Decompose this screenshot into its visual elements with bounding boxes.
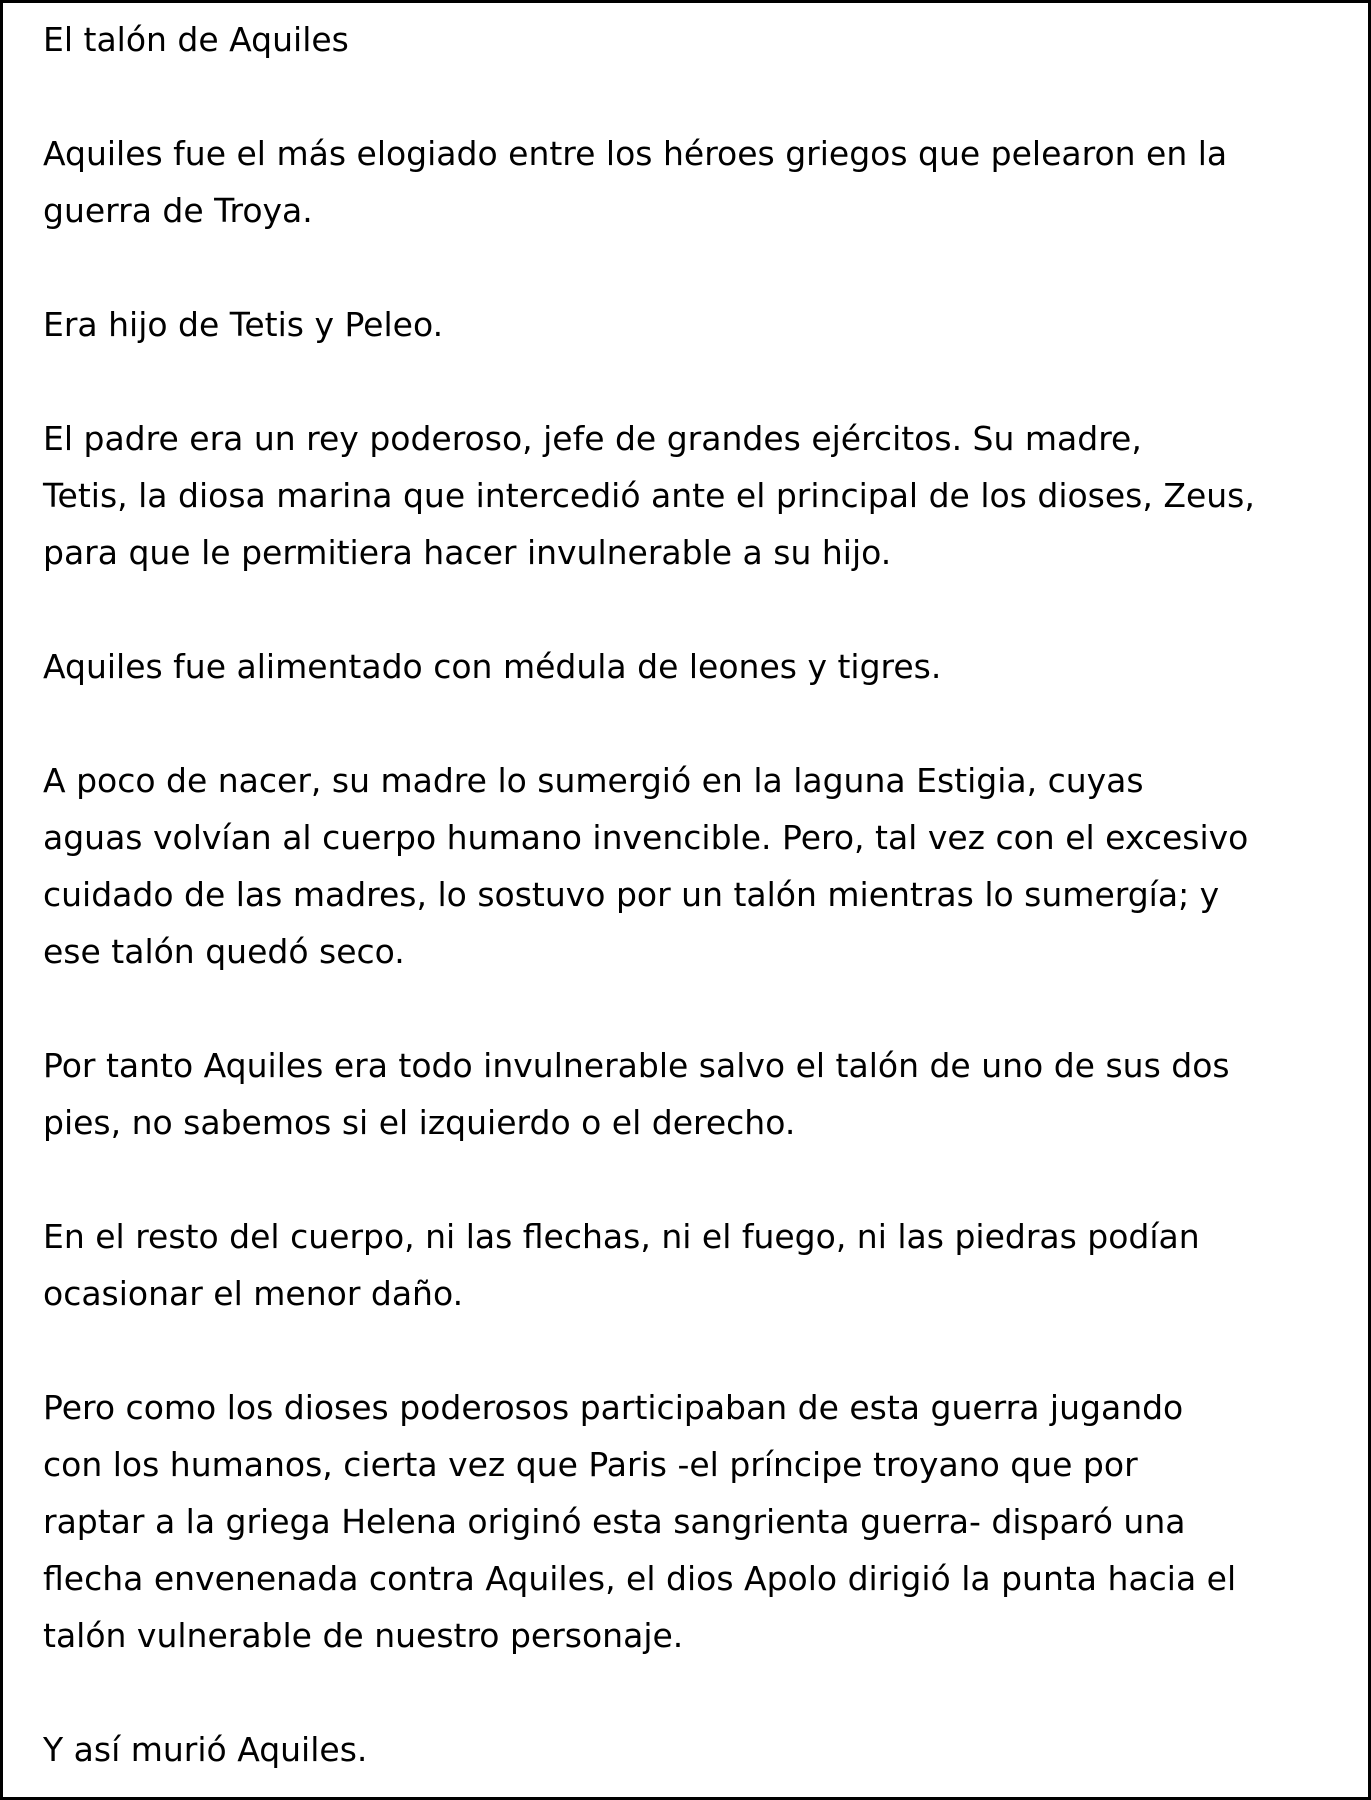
paragraph-line: con los humanos, cierta vez que Paris -el príncipe troyano que por xyxy=(43,1445,1138,1484)
paragraph-line: para que le permitiera hacer invulnerable a su hijo. xyxy=(43,533,892,572)
paragraph xyxy=(43,752,1338,980)
document-title: El talón de Aquiles xyxy=(43,20,349,59)
paragraph-line: pies, no sabemos si el izquierdo o el derecho. xyxy=(43,1103,796,1142)
paragraph-gap xyxy=(43,1151,1338,1208)
paragraph-gap xyxy=(43,353,1338,410)
paragraph xyxy=(43,1379,1338,1664)
paragraph xyxy=(43,1037,1338,1151)
paragraph-line: Era hijo de Tetis y Peleo. xyxy=(43,305,444,344)
paragraph xyxy=(43,638,1338,695)
paragraph-gap xyxy=(43,239,1338,296)
paragraph-line: ese talón quedó seco. xyxy=(43,932,405,971)
paragraph xyxy=(43,125,1338,239)
paragraph-line: cuidado de las madres, lo sostuvo por un talón mientras lo sumergía; y xyxy=(43,875,1220,914)
paragraph-line: A poco de nacer, su madre lo sumergió en la laguna Estigia, cuyas xyxy=(43,761,1144,800)
paragraph-gap xyxy=(43,1322,1338,1379)
paragraph xyxy=(43,1208,1338,1322)
paragraph-gap xyxy=(43,695,1338,752)
paragraph-line: En el resto del cuerpo, ni las flechas, ni el fuego, ni las piedras podían xyxy=(43,1217,1200,1256)
paragraph xyxy=(43,1721,1338,1778)
paragraph-line: guerra de Troya. xyxy=(43,191,313,230)
paragraph-line: Tetis, la diosa marina que intercedió ante el principal de los dioses, Zeus, xyxy=(43,476,1255,515)
paragraph-line: Aquiles fue alimentado con médula de leones y tigres. xyxy=(43,647,942,686)
paragraph-line: aguas volvían al cuerpo humano invencible. Pero, tal vez con el excesivo xyxy=(43,818,1249,857)
paragraph-gap xyxy=(43,980,1338,1037)
paragraph-gap xyxy=(43,1664,1338,1721)
paragraph-line: Por tanto Aquiles era todo invulnerable salvo el talón de uno de sus dos xyxy=(43,1046,1230,1085)
paragraph xyxy=(43,410,1338,581)
paragraph-line: flecha envenenada contra Aquiles, el dios Apolo dirigió la punta hacia el xyxy=(43,1559,1237,1598)
paragraph-line: ocasionar el menor daño. xyxy=(43,1274,464,1313)
paragraph-gap xyxy=(43,581,1338,638)
paragraph-line: Aquiles fue el más elogiado entre los héroes griegos que pelearon en la xyxy=(43,134,1228,173)
paragraph xyxy=(43,296,1338,353)
paragraph-line: Y así murió Aquiles. xyxy=(43,1730,368,1769)
paragraph-line: raptar a la griega Helena originó esta sangrienta guerra- disparó una xyxy=(43,1502,1186,1541)
paragraph-line: talón vulnerable de nuestro personaje. xyxy=(43,1616,684,1655)
paragraph-line: Pero como los dioses poderosos participaban de esta guerra jugando xyxy=(43,1388,1184,1427)
paragraph-line: El padre era un rey poderoso, jefe de grandes ejércitos. Su madre, xyxy=(43,419,1142,458)
paragraph-gap xyxy=(43,68,1338,125)
